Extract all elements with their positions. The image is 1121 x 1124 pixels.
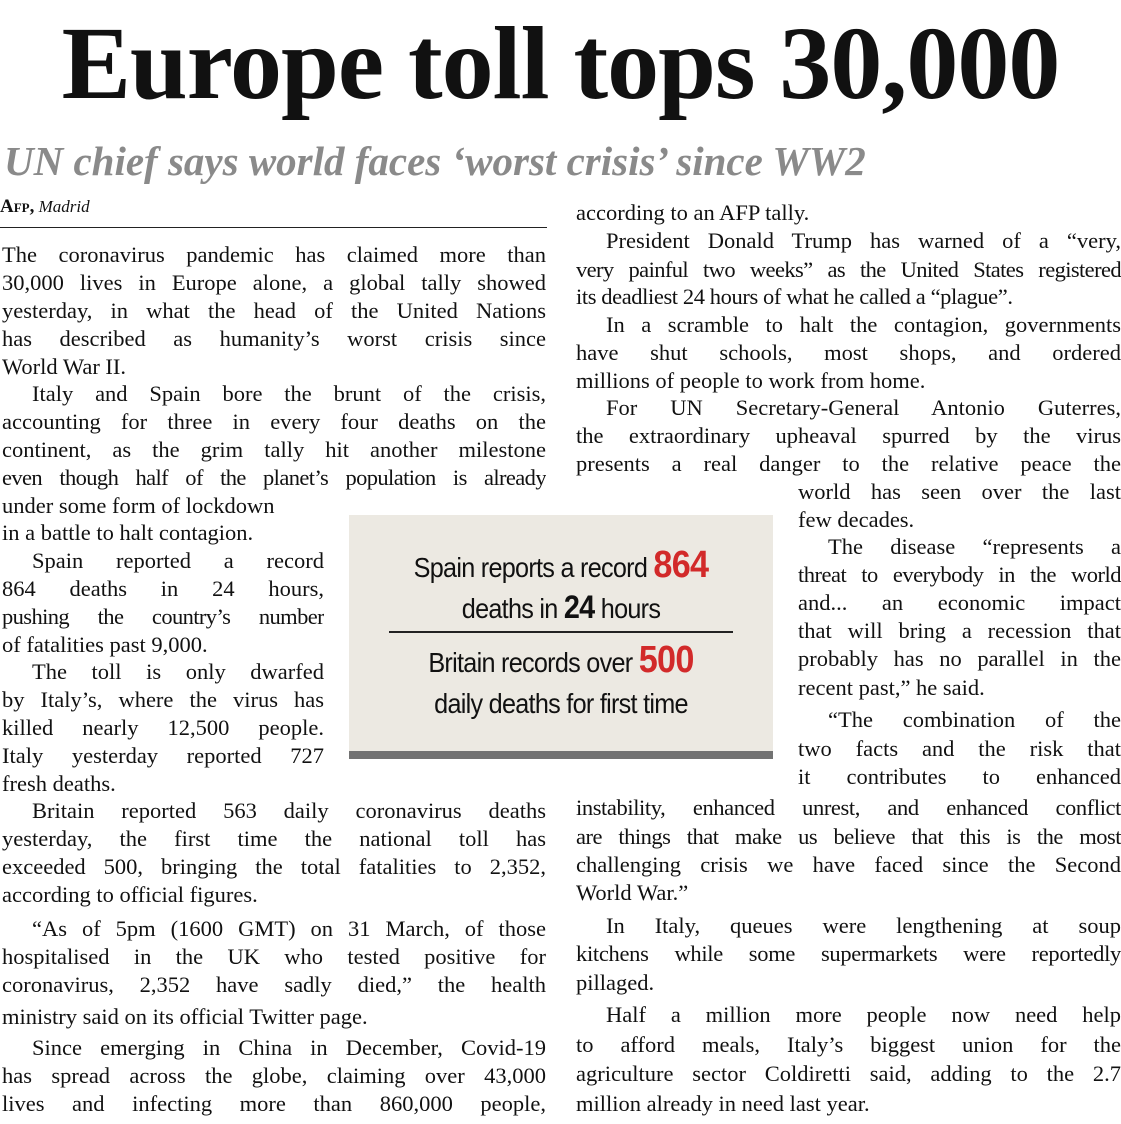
article-line: Since emerging in China in December, Covid-19 [32, 1035, 546, 1060]
byline-location: Madrid [38, 197, 90, 216]
pull-quote-britain-2 [370, 684, 752, 724]
article-line: according to an AFP tally. [576, 200, 810, 225]
article-line: The coronavirus pandemic has claimed more than [2, 242, 546, 267]
byline-agency: Afp, [0, 196, 35, 217]
article-line: to afford meals, Italy’s biggest union for the [576, 1032, 1121, 1057]
pull-quote-box [349, 515, 773, 759]
article-line: Britain reported 563 daily coronavirus deaths [32, 798, 546, 823]
pull-quote-spain-2 [370, 587, 752, 629]
article-line: under some form of lockdown [2, 493, 275, 518]
pull-quote-text: deaths in [461, 593, 558, 624]
article-line: instability, enhanced unrest, and enhanced conflict [576, 795, 1121, 820]
article-line: have shut schools, most shops, and ordered [576, 340, 1121, 365]
article-line: presents a real danger to the relative peace the [576, 451, 1121, 476]
article-line: in a battle to halt contagion. [2, 520, 254, 545]
article-line: according to official figures. [2, 882, 258, 907]
pull-quote-text: Britain records over [428, 647, 633, 678]
article-line: of fatalities past 9,000. [2, 632, 208, 657]
article-line: even though half of the planet’s population is already [2, 465, 546, 490]
article-line: world has seen over the last [798, 479, 1121, 504]
article-line: pushing the country’s number [2, 604, 324, 629]
article-line: and... an economic impact [798, 590, 1121, 615]
article-line: probably has no parallel in the [798, 646, 1121, 671]
pull-quote-text: Spain reports a record [413, 552, 648, 583]
article-line: agriculture sector Coldiretti said, adding to the 2.7 [576, 1061, 1121, 1086]
article-line: it contributes to enhanced [798, 764, 1121, 789]
article-line: kitchens while some supermarkets were reportedly [576, 941, 1121, 966]
article-line: are things that make us believe that this is the most [576, 824, 1121, 849]
article-line: challenging crisis we have faced since the Second [576, 852, 1121, 877]
pull-quote-number: 500 [638, 639, 694, 681]
article-line: ministry said on its official Twitter page. [2, 1004, 368, 1029]
article-line: continent, as the grim tally hit another milestone [2, 437, 546, 462]
article-line: “As of 5pm (1600 GMT) on 31 March, of those [32, 916, 546, 941]
headline: Europe toll tops 30,000 [61, 6, 1060, 121]
article-line: by Italy’s, where the virus has [2, 687, 324, 712]
article-line: its deadliest 24 hours of what he called a “plague”. [576, 284, 1013, 309]
article-line: coronavirus, 2,352 have sadly died,” the health [2, 972, 546, 997]
article-line: threat to everybody in the world [798, 562, 1121, 587]
pull-quote-britain [370, 640, 752, 683]
pull-quote-spain [370, 545, 752, 588]
article-line: few decades. [798, 507, 915, 532]
pull-quote-number: 24 [563, 589, 595, 625]
article-line: “The combination of the [828, 707, 1121, 732]
article-line: yesterday, in what the head of the United Nations [2, 298, 546, 323]
article-line: 30,000 lives in Europe alone, a global tally showed [2, 270, 546, 295]
article-line: Italy yesterday reported 727 [2, 743, 324, 768]
article-line: Half a million more people now need help [606, 1002, 1121, 1027]
pull-quote-text: hours [600, 593, 661, 624]
article-line: Spain reported a record [32, 548, 324, 573]
article-line: yesterday, the first time the national toll has [2, 826, 546, 851]
pull-quote-number: 864 [653, 544, 709, 586]
article-line: The toll is only dwarfed [32, 659, 324, 684]
article-line: World War.” [576, 880, 689, 905]
article-line: fresh deaths. [2, 771, 116, 796]
article-line: killed nearly 12,500 people. [2, 715, 324, 740]
article-line: hospitalised in the UK who tested positive for [2, 944, 546, 969]
article-line: The disease “represents a [828, 534, 1121, 559]
article-line: Italy and Spain bore the brunt of the crisis, [32, 381, 546, 406]
article-line: In a scramble to halt the contagion, governments [606, 312, 1121, 337]
byline-rule [0, 227, 547, 228]
article-line: recent past,” he said. [798, 675, 985, 700]
article-line: million already in need last year. [576, 1091, 870, 1116]
article-line: In Italy, queues were lengthening at soup [606, 913, 1121, 938]
article-line: the extraordinary upheaval spurred by the virus [576, 423, 1121, 448]
pull-quote-bottom-bar [349, 751, 773, 759]
article-line: 864 deaths in 24 hours, [2, 576, 324, 601]
article-line: lives and infecting more than 860,000 people, [2, 1091, 546, 1116]
byline [0, 196, 90, 218]
pull-quote-text: daily deaths for first time [434, 688, 688, 719]
article-line: For UN Secretary-General Antonio Guterres, [606, 395, 1121, 420]
article-line: that will bring a recession that [798, 618, 1121, 643]
pull-quote-divider [389, 631, 733, 633]
article-line: exceeded 500, bringing the total fatalities to 2,352, [2, 854, 546, 879]
article-line: two facts and the risk that [798, 736, 1121, 761]
article-line: President Donald Trump has warned of a “very, [606, 228, 1121, 253]
article-line: accounting for three in every four deaths on the [2, 409, 546, 434]
article-line: millions of people to work from home. [576, 368, 926, 393]
article-line: has described as humanity’s worst crisis since [2, 326, 546, 351]
article-line: very painful two weeks” as the United States registered [576, 257, 1121, 282]
subheadline: UN chief says world faces ‘worst crisis’ since WW2 [4, 138, 866, 184]
article-line: has spread across the globe, claiming over 43,000 [2, 1063, 546, 1088]
article-line: World War II. [2, 354, 127, 379]
article-line: pillaged. [576, 970, 655, 995]
